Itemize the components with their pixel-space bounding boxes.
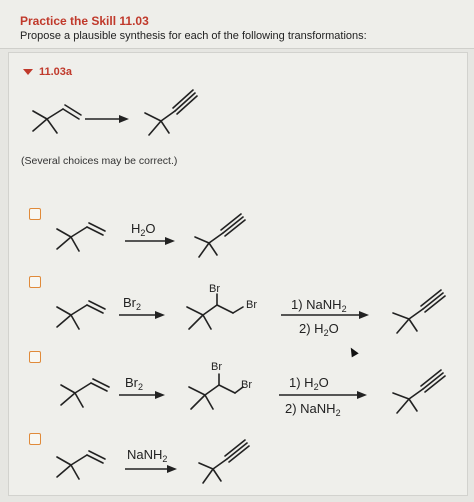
choice-2-arrow-2 <box>281 309 369 321</box>
choice-2-alkyne <box>389 287 453 335</box>
choice-3-checkbox[interactable] <box>29 351 41 363</box>
choice-2-reagent: $Br_2$ <box>123 295 142 312</box>
choice-2-br-right: Br <box>246 299 257 311</box>
skill-header <box>0 0 474 49</box>
choice-4-checkbox[interactable] <box>29 433 41 445</box>
choice-2-arrow-1 <box>119 309 165 321</box>
choice-3-br-top: Br <box>211 361 222 373</box>
skill-title: Practice the Skill 11.03 <box>20 14 149 28</box>
choice-3-arrow-2 <box>279 389 367 401</box>
reaction-arrow <box>85 113 129 125</box>
choice-3-arrow-1 <box>119 389 165 401</box>
choice-3-alkyne <box>389 367 453 415</box>
choice-1-arrow <box>125 235 175 247</box>
instructions: Propose a plausible synthesis for each of the following transformations: <box>20 30 367 42</box>
several-correct-note: (Several choices may be correct.) <box>21 155 178 167</box>
choice-4-alkyne <box>195 439 255 485</box>
choice-3-alkene <box>57 377 113 409</box>
choice-4-reagent: NaNH$_2$ <box>127 447 168 464</box>
choice-3-step-1: 1) $H_2O$ <box>289 375 329 392</box>
choice-2-dibromide <box>183 293 249 333</box>
choice-2-checkbox[interactable] <box>29 276 41 288</box>
problem-toggle[interactable] <box>23 66 72 78</box>
choice-2-step-1: 1) NaNH$_2$ <box>291 297 347 314</box>
choice-4-arrow <box>125 463 177 475</box>
choice-4-alkene <box>53 449 109 481</box>
choice-1-alkyne <box>191 213 251 259</box>
problem-panel <box>8 52 468 496</box>
choice-1-alkene <box>53 221 109 253</box>
choice-2-alkene <box>53 299 109 331</box>
choice-3-reagent: $Br_2$ <box>125 375 144 392</box>
starting-alkene <box>29 101 89 137</box>
choice-2-step-2: 2) $H_2O$ <box>299 321 339 338</box>
choice-3-step-2: 2) NaNH$_2$ <box>285 401 341 418</box>
mouse-cursor-icon <box>347 346 358 358</box>
problem-number: 11.03a <box>39 66 73 78</box>
choice-1-reagent: $H_2O$ <box>131 221 156 238</box>
collapse-triangle-icon[interactable] <box>23 69 33 75</box>
choice-3-br-right: Br <box>241 379 252 391</box>
target-alkyne <box>139 89 203 137</box>
choice-2-br-top: Br <box>209 283 220 295</box>
choice-1-checkbox[interactable] <box>29 208 41 220</box>
choice-3-dibromide <box>185 373 251 413</box>
